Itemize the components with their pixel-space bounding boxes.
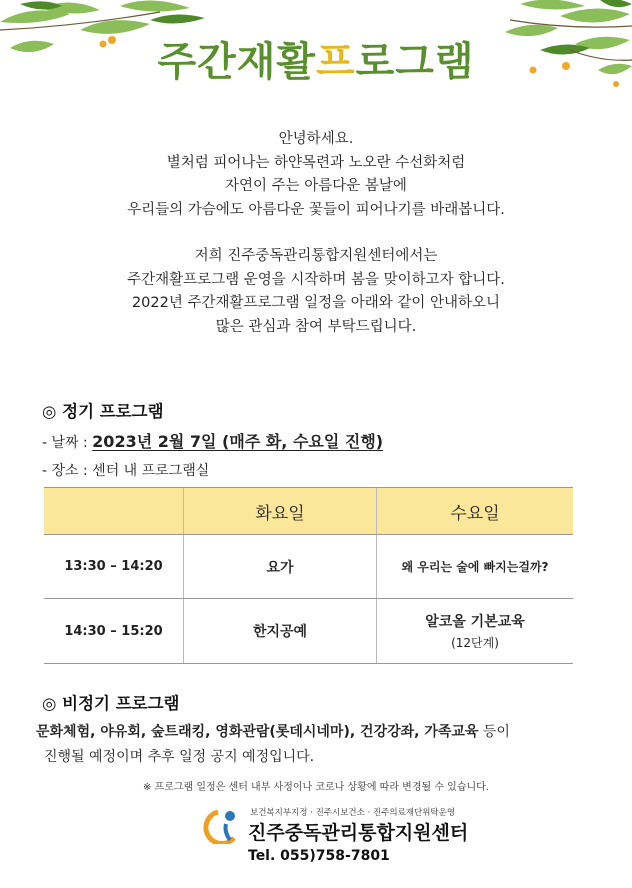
regular-program-title: ◎ 정기 프로그램	[42, 402, 164, 421]
intro-line: 주간재활프로그램 운영을 시작하며 봄을 맞이하고자 합니다.	[127, 271, 505, 288]
title-part: 프	[316, 39, 356, 85]
wednesday-program: 왜 우리는 술에 빠지는걸까?	[401, 560, 549, 574]
table-header-cell: 화요일	[184, 488, 377, 535]
intro-line: 별처럼 피어나는 하얀목련과 노오란 수선화처럼	[166, 154, 466, 171]
wednesday-program-sub: (12단계)	[451, 636, 499, 650]
phone-number: Tel. 055)758-7801	[248, 848, 390, 864]
time-cell: 13:30 – 14:20	[44, 535, 184, 599]
place-line: - 장소 : 센터 내 프로그램실	[42, 463, 210, 479]
irregular-suffix: 등이	[478, 724, 510, 740]
table-row	[44, 535, 573, 599]
irregular-programs: 문화체험, 야유회, 숲트래킹, 영화관람(롯데시네마), 건강강좌, 가족교육	[36, 724, 479, 740]
tuesday-cell: 한지공예	[184, 599, 377, 664]
org-name: 진주중독관리통합지원센터	[248, 822, 469, 844]
irregular-description	[36, 720, 596, 770]
table-header-cell	[44, 488, 184, 535]
intro-line: 저희 진주중독관리통합지원센터에서는	[194, 248, 438, 264]
intro-line: 자연이 주는 아름다운 봄날에	[225, 178, 407, 194]
center-logo-icon	[200, 808, 242, 844]
tuesday-cell: 요가	[184, 535, 377, 599]
time-cell: 14:30 – 15:20	[44, 599, 184, 664]
schedule-note: ※ 프로그램 일정은 센터 내부 사정이나 코로나 상황에 따라 변경될 수 있습니다.	[143, 782, 489, 793]
irregular-program-title: ◎ 비정기 프로그램	[42, 694, 180, 713]
schedule-table	[44, 487, 573, 664]
irregular-line2: 진행될 예정이며 추후 일정 공지 예정입니다.	[44, 749, 315, 765]
operators-text: 보건복지부지정 · 진주시보건소 · 진주의료재단위탁운영	[250, 808, 456, 818]
intro-line: 안녕하세요.	[278, 131, 354, 147]
table-header-cell: 수요일	[377, 488, 574, 535]
date-label: - 날짜 :	[42, 435, 88, 451]
title-part: 주간	[157, 39, 237, 85]
intro-text	[0, 128, 632, 339]
title-part: 로그램	[355, 39, 475, 85]
table-header-row	[44, 488, 573, 535]
date-value: 2023년 2월 7일 (매주 화, 수요일 진행)	[92, 432, 384, 451]
page-title	[0, 30, 632, 87]
title-part: 재활	[236, 39, 316, 85]
table-row	[44, 599, 573, 664]
wednesday-cell	[377, 599, 574, 664]
intro-line: 우리들의 가슴에도 아름다운 꽃들이 피어나기를 바래봅니다.	[127, 201, 505, 218]
wednesday-program: 알코올 기본교육	[425, 614, 525, 630]
intro-line: 2022년 주간재활프로그램 일정을 아래와 같이 안내하오니	[131, 295, 501, 311]
wednesday-cell	[377, 535, 574, 599]
intro-line: 많은 관심과 참여 부탁드립니다.	[215, 318, 417, 335]
date-line	[42, 429, 383, 452]
